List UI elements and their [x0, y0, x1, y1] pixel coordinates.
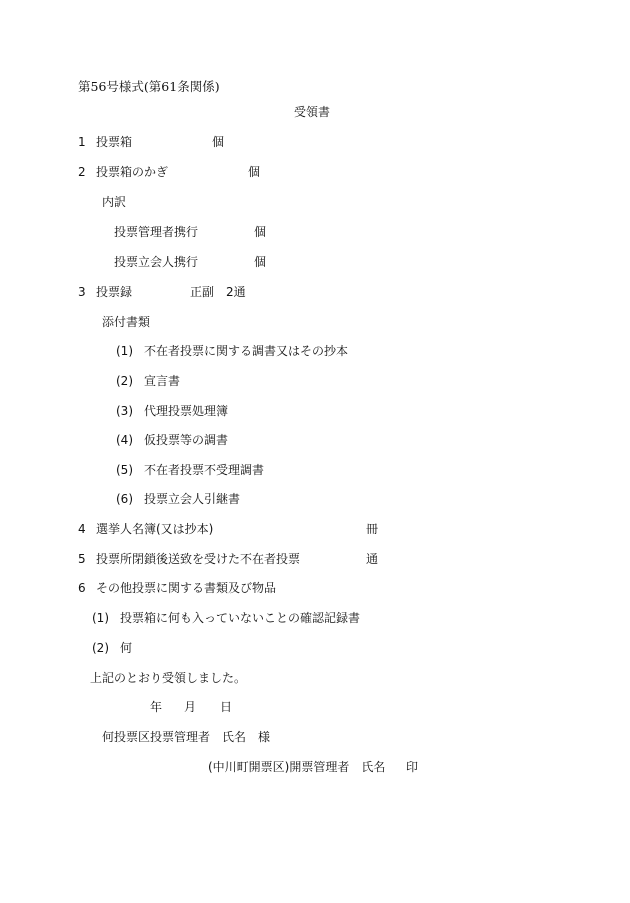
- item-number: 3: [78, 285, 86, 299]
- item-number: 5: [78, 552, 86, 566]
- document-title: 受領書: [294, 105, 331, 119]
- sub-item-label: 投票立会人携行: [114, 255, 199, 269]
- item-unit: 通: [366, 552, 379, 566]
- attachment-label: 代理投票処理簿: [144, 404, 229, 418]
- date-day-label: 日: [220, 700, 233, 714]
- item-label: 投票箱のかぎ: [96, 165, 169, 179]
- attachment-number: (2): [116, 374, 133, 388]
- attachment-number: (5): [116, 463, 133, 477]
- item-label: 選挙人名簿(又は抄本): [96, 522, 214, 536]
- item-label: その他投票に関する書類及び物品: [96, 581, 277, 595]
- sub-item-number: (1): [92, 611, 109, 625]
- item-label: 投票所閉鎖後送致を受けた不在者投票: [96, 552, 301, 566]
- breakdown-label: 内訳: [102, 195, 127, 209]
- item-label: 投票録: [96, 285, 133, 299]
- item-number: 2: [78, 165, 86, 179]
- sub-item-unit: 個: [254, 225, 267, 239]
- receipt-statement: 上記のとおり受領しました。: [90, 671, 247, 685]
- sub-item-unit: 個: [254, 255, 267, 269]
- attachment-label: 仮投票等の調書: [144, 433, 229, 447]
- date-month-label: 月: [184, 700, 197, 714]
- item-number: 6: [78, 581, 86, 595]
- item-unit: 個: [248, 165, 261, 179]
- item-copies: 正副 2通: [190, 285, 246, 299]
- attachment-number: (6): [116, 492, 133, 506]
- attachment-label: 投票立会人引継書: [144, 492, 241, 506]
- attachment-label: 宣言書: [144, 374, 181, 388]
- item-unit: 冊: [366, 522, 379, 536]
- sub-item-label: 投票箱に何も入っていないことの確認記録書: [120, 611, 361, 625]
- attachment-label: 不在者投票不受理調書: [144, 463, 265, 477]
- sub-item-label: 投票管理者携行: [114, 225, 199, 239]
- attachment-number: (4): [116, 433, 133, 447]
- attachment-number: (1): [116, 344, 133, 358]
- item-number: 4: [78, 522, 86, 536]
- sub-item-number: (2): [92, 641, 109, 655]
- seal-mark: 印: [406, 760, 419, 774]
- item-number: 1: [78, 135, 86, 149]
- item-unit: 個: [212, 135, 225, 149]
- sub-item-label: 何: [120, 641, 133, 655]
- recipient-line: 何投票区投票管理者 氏名 様: [102, 730, 271, 744]
- form-number-label: 第56号様式(第61条関係): [78, 79, 220, 94]
- signer-line: (中川町開票区)開票管理者 氏名: [208, 760, 386, 774]
- attachments-label: 添付書類: [102, 315, 151, 329]
- attachment-number: (3): [116, 404, 133, 418]
- date-year-label: 年: [150, 700, 163, 714]
- item-label: 投票箱: [96, 135, 133, 149]
- attachment-label: 不在者投票に関する調書又はその抄本: [144, 344, 349, 358]
